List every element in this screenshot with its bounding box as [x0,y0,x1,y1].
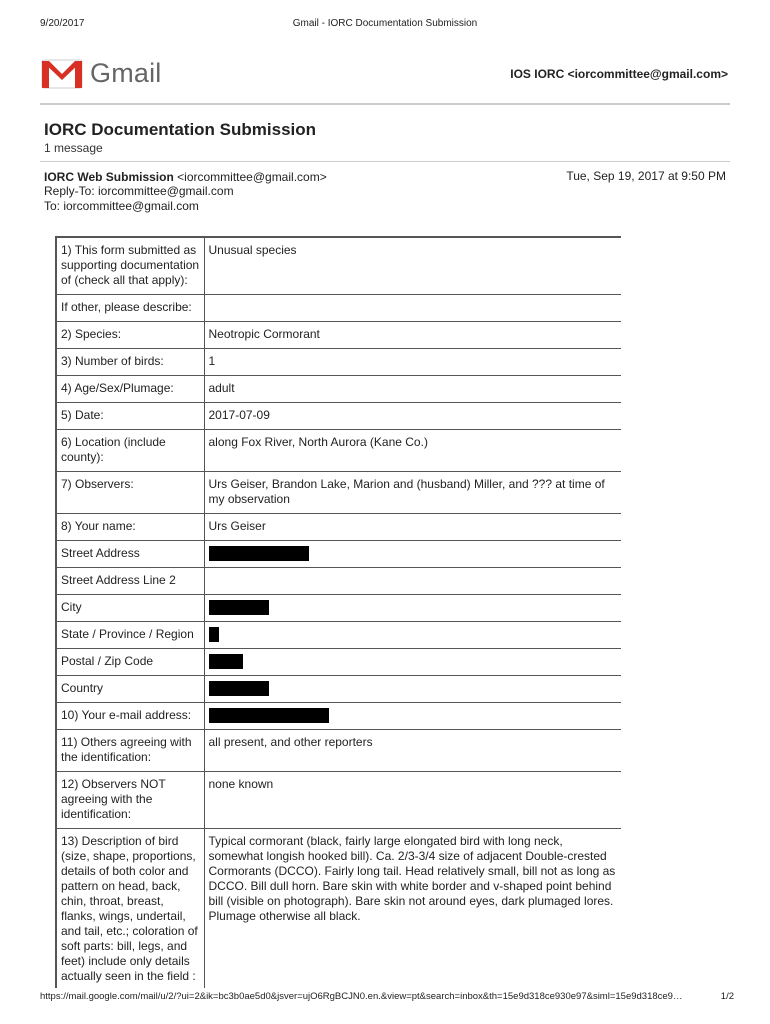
form-row [56,676,621,703]
form-label: 7) Observers: [56,472,204,514]
form-table-wrap [55,236,621,988]
header-divider [40,103,730,105]
form-label: 5) Date: [56,403,204,430]
form-label: 11) Others agreeing with the identification: [56,730,204,772]
form-value: Urs Geiser, Brandon Lake, Marion and (husband) Miller, and ??? at time of my observation [204,472,621,514]
subject-divider [40,161,730,162]
form-label: 12) Observers NOT agreeing with the identification: [56,772,204,829]
form-label: 8) Your name: [56,514,204,541]
form-label: State / Province / Region [56,622,204,649]
form-row [56,472,621,514]
form-value: Typical cormorant (black, fairly large elongated bird with long neck, somewhat longish hooked bill). Ca. 2/3-3/4 size of adjacent Double-crested Cormorants (DCCO). Fairly long tail. Head relatively small, bill not as long as DCCO. Bill dull horn. Bare skin with white border and v-shaped point behind bill (visible on photograph). Bare skin not around eyes, dark plumaged lores. Plumage otherwise all black. [204,829,621,989]
form-row [56,514,621,541]
form-value [204,595,621,622]
form-value [204,676,621,703]
form-label: If other, please describe: [56,295,204,322]
print-footer [40,991,734,1005]
form-row [56,703,621,730]
form-row [56,568,621,595]
to-line: To: iorcommittee@gmail.com [44,199,199,213]
gmail-m-icon [41,58,83,90]
form-label: 10) Your e-mail address: [56,703,204,730]
email-subject: IORC Documentation Submission [44,120,317,139]
message-count: 1 message [44,141,103,155]
print-date: 9/20/2017 [40,18,85,29]
form-value [204,541,621,568]
from-line [44,169,327,185]
submission-form-table [55,236,621,988]
redaction-block [209,681,269,696]
form-row [56,622,621,649]
form-row [56,730,621,772]
redaction-block [209,654,243,669]
form-label: 2) Species: [56,322,204,349]
form-value: adult [204,376,621,403]
form-value [204,703,621,730]
form-label: Street Address [56,541,204,568]
form-row [56,237,621,295]
form-label: Postal / Zip Code [56,649,204,676]
form-value: Unusual species [204,237,621,295]
form-value [204,622,621,649]
redaction-block [209,708,329,723]
form-value: Neotropic Cormorant [204,322,621,349]
form-label: 3) Number of birds: [56,349,204,376]
reply-to: Reply-To: iorcommittee@gmail.com [44,184,234,198]
form-row [56,829,621,989]
form-value: 2017-07-09 [204,403,621,430]
sender-name: IORC Web Submission [44,170,174,184]
form-value [204,649,621,676]
form-row [56,403,621,430]
print-title: Gmail - IORC Documentation Submission [292,18,478,29]
form-value [204,295,621,322]
gmail-wordmark: Gmail [90,58,162,88]
form-row [56,295,621,322]
form-row [56,322,621,349]
form-label: Street Address Line 2 [56,568,204,595]
redaction-block [209,546,309,561]
print-header [40,18,730,32]
page-number: 1/2 [720,991,734,1002]
form-value: 1 [204,349,621,376]
gmail-logo [41,58,171,92]
form-label: 1) This form submitted as supporting documentation of (check all that apply): [56,237,204,295]
form-label: 6) Location (include county): [56,430,204,472]
form-label: Country [56,676,204,703]
redaction-block [209,600,269,615]
form-value: none known [204,772,621,829]
account-address: IOS IORC <iorcommittee@gmail.com> [510,67,728,81]
form-row [56,541,621,568]
form-row [56,349,621,376]
form-row [56,430,621,472]
form-row [56,595,621,622]
form-value: Urs Geiser [204,514,621,541]
form-label: City [56,595,204,622]
form-row [56,772,621,829]
form-value [204,568,621,595]
sent-time: Tue, Sep 19, 2017 at 9:50 PM [566,169,726,183]
footer-url: https://mail.google.com/mail/u/2/?ui=2&ik=bc3b0ae5d0&jsver=ujO6RgBCJN0.en.&view=pt&search=inbox&th=15e9d318ce930e97&siml=15e9d318ce9… [40,991,683,1002]
form-row [56,649,621,676]
form-value: all present, and other reporters [204,730,621,772]
form-value: along Fox River, North Aurora (Kane Co.) [204,430,621,472]
form-label: 4) Age/Sex/Plumage: [56,376,204,403]
redaction-block [209,627,219,642]
form-label: 13) Description of bird (size, shape, proportions, details of both color and pattern on head, back, chin, throat, breast, flanks, wings, undertail, and tail, etc.; coloration of soft parts: bill, legs, and feet) include only details actually seen in the field : [56,829,204,989]
sender-address: <iorcommittee@gmail.com> [177,170,327,184]
form-row [56,376,621,403]
